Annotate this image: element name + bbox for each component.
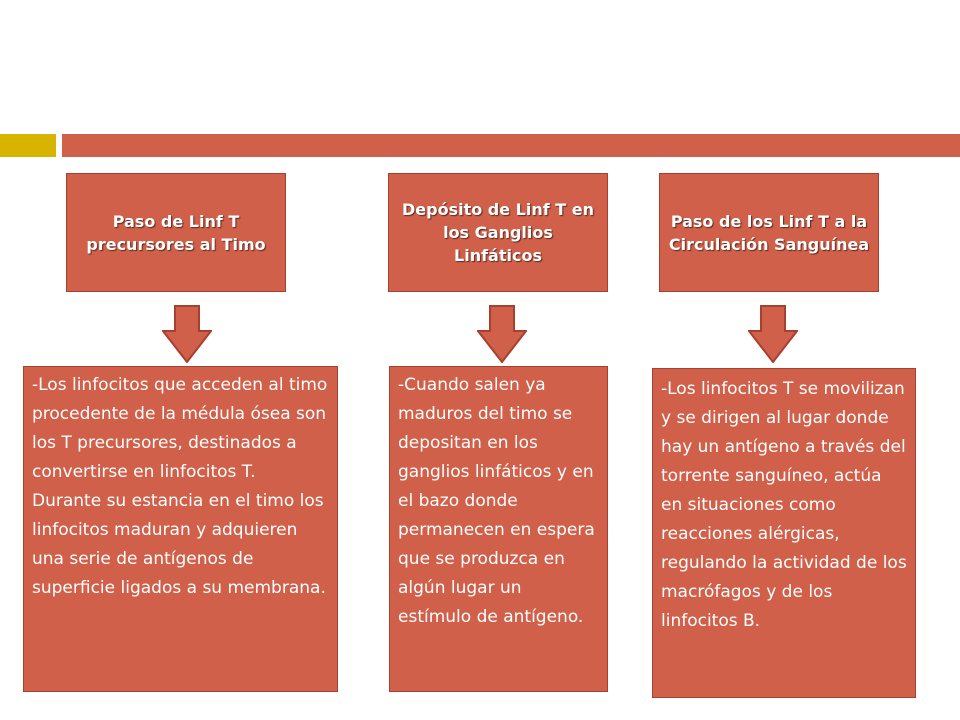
step-2-description-box bbox=[389, 366, 608, 692]
step-1-title-box bbox=[66, 173, 286, 292]
down-arrow-icon bbox=[477, 305, 527, 363]
step-2-title: Depósito de Linf T en los Ganglios Linfáticos bbox=[402, 200, 594, 265]
step-2-description: -Cuando salen ya maduros del timo se depositan en los ganglios linfáticos y en el bazo donde permanecen en espera que se produzca en algún lugar un estímulo de antígeno. bbox=[398, 375, 595, 627]
step-3-description: -Los linfocitos T se movilizan y se dirigen al lugar donde hay un antígeno a través del torrente sanguíneo, actúa en situaciones como reacciones alérgicas, regulando la actividad de los macrófagos y de los linfocitos B. bbox=[661, 379, 907, 631]
step-1-description: -Los linfocitos que acceden al timo procedente de la médula ósea son los T precursores, destinados a convertirse en linfocitos T. Durante su estancia en el timo los linfocitos maduran y adquieren una serie de antígenos de superficie ligados a su membrana. bbox=[32, 375, 328, 598]
step-1-title: Paso de Linf T precursores al Timo bbox=[86, 211, 266, 254]
down-arrow-icon bbox=[162, 305, 212, 363]
step-3-description-box bbox=[652, 368, 916, 698]
down-arrow-icon bbox=[748, 305, 798, 363]
step-3-title-box bbox=[659, 173, 879, 292]
step-1-description-box bbox=[23, 366, 338, 692]
step-2-title-box bbox=[388, 173, 608, 292]
step-3-title: Paso de los Linf T a la Circulación Sanguínea bbox=[668, 211, 870, 254]
accent-bar-orange bbox=[62, 134, 960, 157]
accent-bar-yellow bbox=[0, 134, 56, 157]
